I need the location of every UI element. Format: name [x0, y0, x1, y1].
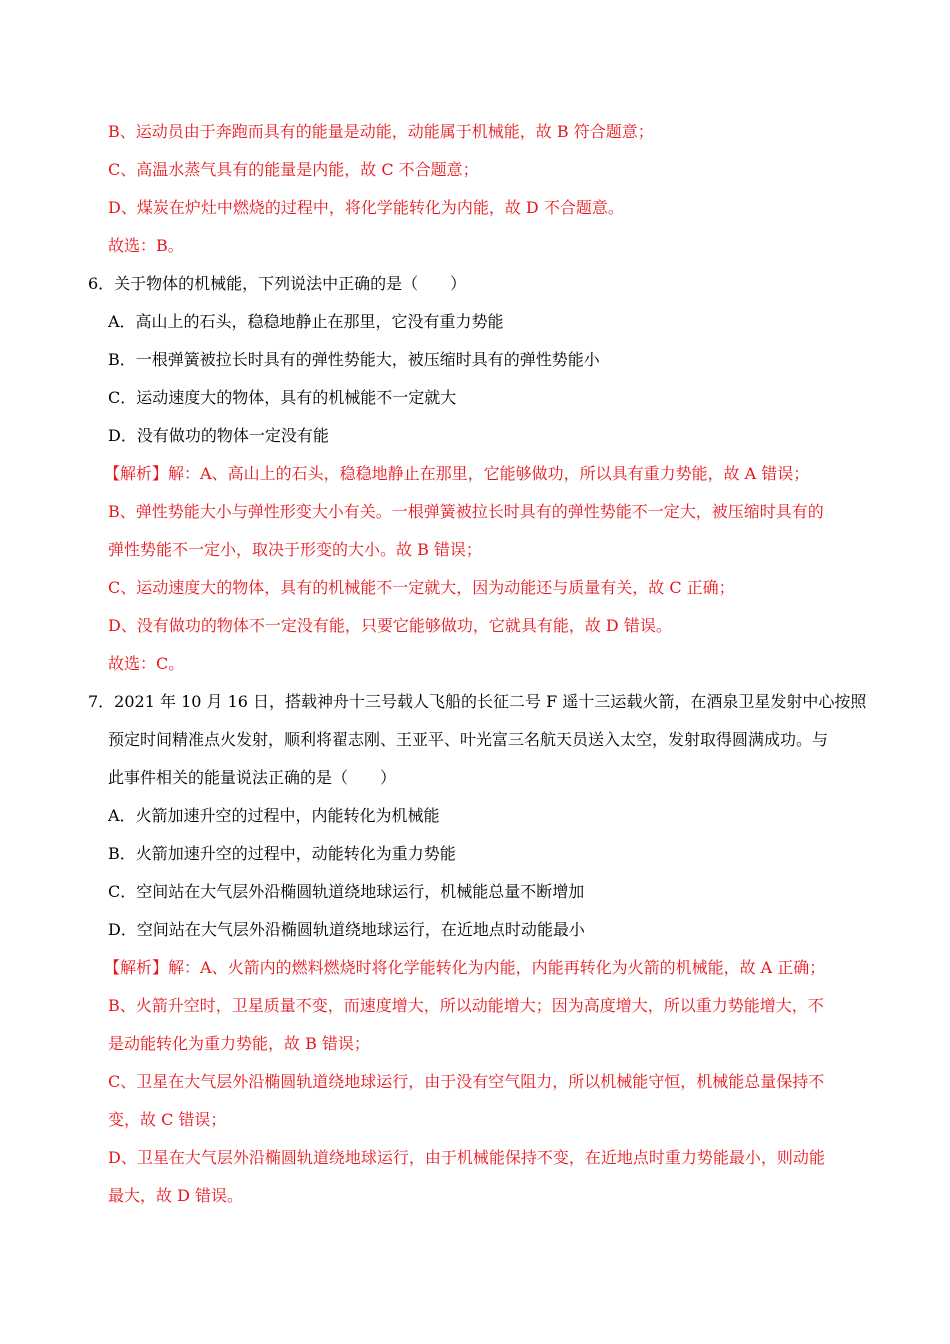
q6-analysis-tag: 【解析】 — [104, 464, 169, 483]
q7-stem-line1: 7．2021 年 10 月 16 日，搭载神舟十三号载人飞船的长征二号 F 遥十三运载火箭，在酒泉卫星发射中心按照 — [88, 692, 867, 711]
q6-option-b: B．一根弹簧被拉长时具有的弹性势能大，被压缩时具有的弹性势能小 — [108, 350, 600, 369]
q7-analysis-a-text: 解：A、火箭内的燃料燃烧时将化学能转化为内能，内能再转化为火箭的机械能，故 A 正确； — [168, 958, 826, 977]
q6-analysis-a — [104, 464, 809, 484]
q7-analysis-c1: C、卫星在大气层外沿椭圆轨道绕地球运行，由于没有空气阻力，所以机械能守恒，机械能总量保持不 — [108, 1072, 825, 1091]
q7-option-a: A．火箭加速升空的过程中，内能转化为机械能 — [108, 806, 440, 825]
q7-analysis-c2: 变，故 C 错误； — [108, 1110, 227, 1129]
q6-analysis-c: C、运动速度大的物体，具有的机械能不一定就大，因为动能还与质量有关，故 C 正确； — [108, 578, 735, 597]
q7-analysis-a — [104, 958, 825, 978]
q6-analysis-d: D、没有做功的物体不一定没有能，只要它能够做功，它就具有能，故 D 错误。 — [108, 616, 672, 635]
q7-stem-line3: 此事件相关的能量说法正确的是（ ） — [108, 768, 397, 787]
q7-analysis-d1: D、卫星在大气层外沿椭圆轨道绕地球运行，由于机械能保持不变，在近地点时重力势能最小，则动能 — [108, 1148, 825, 1167]
q7-option-c: C．空间站在大气层外沿椭圆轨道绕地球运行，机械能总量不断增加 — [108, 882, 585, 901]
q7-analysis-b1: B、火箭升空时，卫星质量不变，而速度增大，所以动能增大；因为高度增大，所以重力势能增大，不 — [108, 996, 824, 1015]
q7-option-b: B．火箭加速升空的过程中，动能转化为重力势能 — [108, 844, 456, 863]
q5-analysis-b: B、运动员由于奔跑而具有的能量是动能，动能属于机械能，故 B 符合题意； — [108, 122, 654, 141]
q6-stem: 6．关于物体的机械能，下列说法中正确的是（ ） — [88, 274, 467, 293]
q7-analysis-tag: 【解析】 — [104, 958, 169, 977]
q6-analysis-b1: B、弹性势能大小与弹性形变大小有关。一根弹簧被拉长时具有的弹性势能不一定大，被压缩时具有的 — [108, 502, 824, 521]
q6-analysis-a-text: 解：A、高山上的石头，稳稳地静止在那里，它能够做功，所以具有重力势能，故 A 错误； — [168, 464, 810, 483]
q7-stem-line2: 预定时间精准点火发射，顺利将翟志刚、王亚平、叶光富三名航天员送入太空，发射取得圆满成功。与 — [108, 730, 829, 749]
q6-analysis-b2: 弹性势能不一定小，取决于形变的大小。故 B 错误； — [108, 540, 482, 559]
q6-answer: 故选：C。 — [108, 654, 185, 673]
q5-answer: 故选：B。 — [108, 236, 184, 255]
q5-analysis-d: D、煤炭在炉灶中燃烧的过程中，将化学能转化为内能，故 D 不合题意。 — [108, 198, 624, 217]
q7-analysis-d2: 最大，故 D 错误。 — [108, 1186, 244, 1205]
q5-analysis-c: C、高温水蒸气具有的能量是内能，故 C 不合题意； — [108, 160, 479, 179]
q7-analysis-b2: 是动能转化为重力势能，故 B 错误； — [108, 1034, 370, 1053]
q7-option-d: D．空间站在大气层外沿椭圆轨道绕地球运行，在近地点时动能最小 — [108, 920, 585, 939]
q6-option-c: C．运动速度大的物体，具有的机械能不一定就大 — [108, 388, 457, 407]
q6-option-d: D．没有做功的物体一定没有能 — [108, 426, 329, 445]
q6-option-a: A．高山上的石头，稳稳地静止在那里，它没有重力势能 — [108, 312, 504, 331]
